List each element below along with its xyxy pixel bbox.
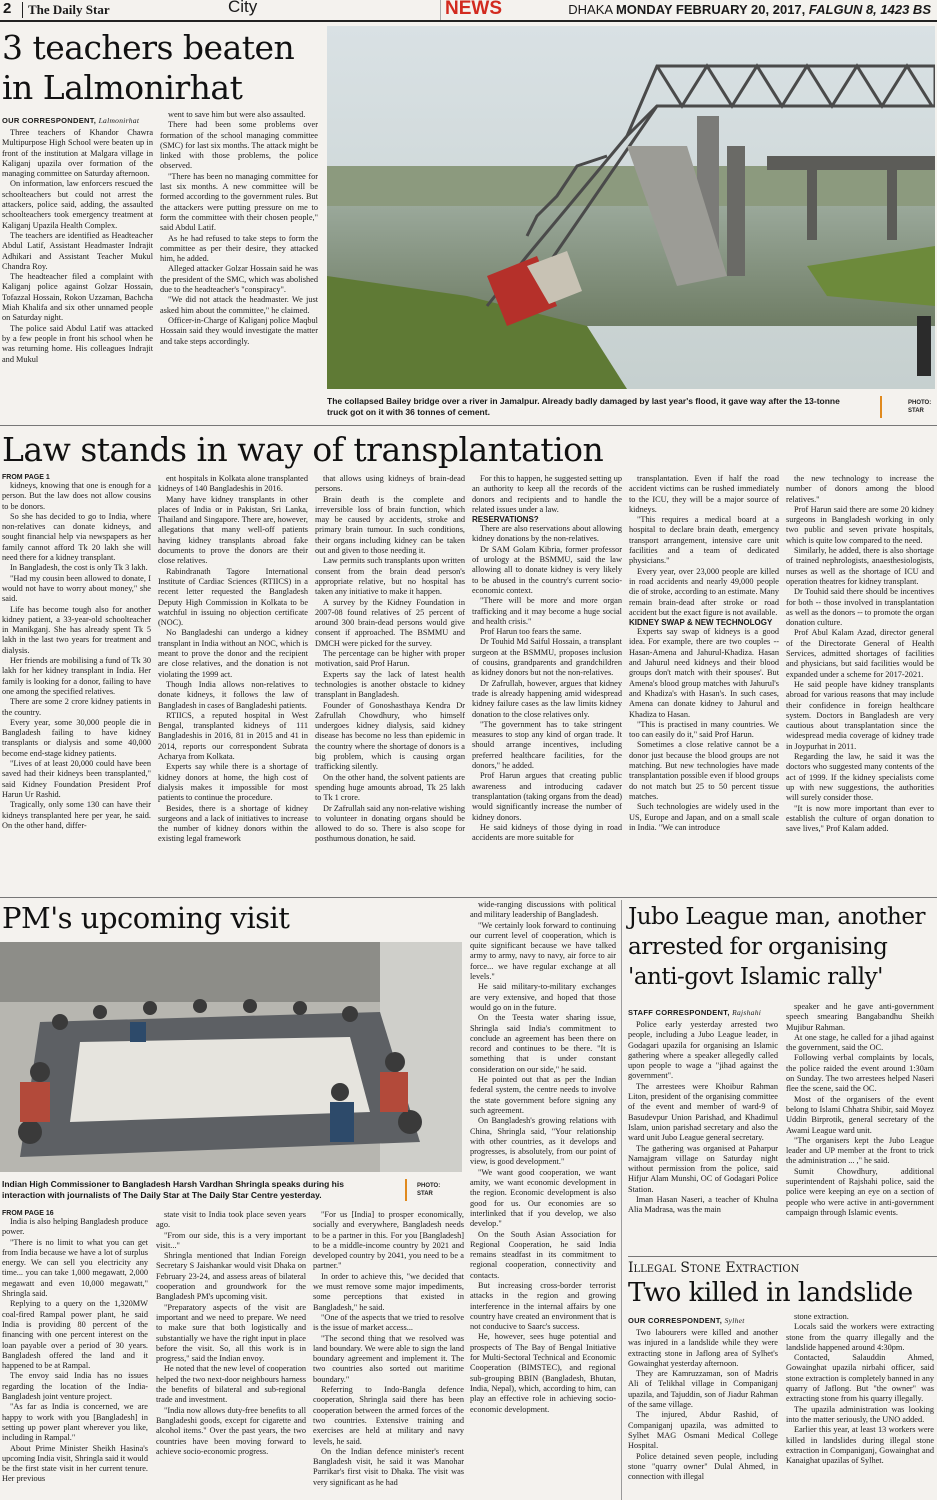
article-paragraph: stone extraction.: [794, 1312, 849, 1321]
article-paragraph: Dr Zafrullah said any non-relative wishing to volunteer in donating organs should be allowed to do so. There is also scope for posthumous donation, he said.: [315, 803, 465, 844]
article-paragraph: The injured, Abdur Rashid, of Companiganj upazila, was admitted to Sylhet MAG Osmani Medical College Hospital.: [628, 1410, 778, 1451]
story5-kicker: Illegal Stone Extraction: [628, 1260, 800, 1276]
byline-place: Rajshahi: [732, 1008, 762, 1017]
article-paragraph: kidneys, knowing that one is enough for a person. But the law does not allow cousins to be donors.: [2, 481, 151, 511]
jump-label: FROM PAGE 1: [2, 474, 50, 481]
paper-name: The Daily Star: [22, 2, 110, 18]
article-paragraph: He pointed out that as per the Indian federal system, the centre needs to involve the state government before signing any such agreement.: [470, 1075, 616, 1115]
article-paragraph: He said people have kidney transplants abroad for various reasons that may include their confidence in foreign healthcare system. Doctors in Bangladesh are very cautious about transplantation since the widespread media coverage of kidney trade in Joypurhat in 2011.: [786, 679, 934, 751]
story4-column-1: [628, 1020, 778, 1252]
article-paragraph: He said kidneys of those dying in road accidents are more suitable for: [472, 822, 622, 843]
byline-name: OUR CORRESPONDENT,: [2, 116, 97, 125]
article-paragraph: Brain death is the complete and irreversible loss of brain function, which may be caused by accidents, stroke and primary brain tumour. In such conditions, their organs including kidney can be taken out and given to those needing it.: [315, 494, 465, 556]
article-paragraph: "India now allows duty-free benefits to all Bangladeshi goods, except for cigarette and alcohol items." Over the past years, the two countries have been moving forward to achieve socio-economic progress.: [156, 1405, 306, 1456]
article-paragraph: "Preparatory aspects of the visit are important and we need to prepare. We need to make sure that both logistically and substantially we have the right input in place before the visit. So, all this work is in progress," said the Indian envoy.: [156, 1302, 306, 1364]
article-paragraph: The teachers are identified as Headteacher Abdul Latif, Assistant Headmaster Indrajit Adhikari and Assistant Teacher Mukul Chandra Roy.: [2, 230, 153, 271]
article-paragraph: Police early yesterday arrested two people, including a Jubo League leader, in Godagari upazila for organising an Islamic gathering where a speaker allegedly called upon people to wage a "jihad against the government".: [628, 1020, 778, 1081]
story5-byline: [628, 1316, 745, 1325]
article-paragraph: So she has decided to go to India, where non-relatives can donate kidneys, and sought financial help via newspapers as her family cannot afford Tk 20 lakh she will need there for a kidney transplant.: [2, 511, 151, 563]
article-paragraph: Shringla mentioned that Indian Foreign Secretary S Jaishankar would visit Dhaka on February 23-24, and assess areas of bilateral cooperation and groundwork for the Bangladesh PM's upcoming visit.: [156, 1251, 306, 1302]
article-paragraph: Dr SAM Golam Kibria, former professor of urology at the BSMMU, said the law allowing all to donate kidney is very likely to be abused in the country's current socio-economic context.: [472, 544, 622, 595]
story3-column-3: [313, 1210, 464, 1500]
article-paragraph: Regarding the law, he said it was the doctors who suggested many contents of the act of 1999. If the kidney specialists come up with new suggestions, the authorities will surely consider those.: [786, 752, 934, 803]
bridge-photo-caption: The collapsed Bailey bridge over a river in Jamalpur. Already badly damaged by last year's flood, it gave way after the 13-tonne truck got on it with 36 tonnes of cement.: [327, 396, 840, 417]
article-paragraph: "Lives of at least 20,000 could have been saved had their kidneys been transplanted," said Kidney Foundation President Prof Harun Ur Rashid.: [2, 759, 151, 799]
article-paragraph: the new technology to increase the number of donors among the blood relatives.": [786, 474, 934, 504]
byline-place: Sylhet: [724, 1316, 745, 1325]
article-paragraph: "This is practised in many countries. We too can easily do it," said Prof Harun.: [629, 719, 779, 740]
article-paragraph: "For us [India] to prosper economically, socially and everywhere, Bangladesh needs to be a partner in this. For you [Bangladesh] to be a middle-income country by 2021 and developed country by 2041, you need to be a partner.": [313, 1210, 464, 1271]
article-paragraph: Similarly, he added, there is also shortage of trained nephrologists, anaesthesiologists, nurses as well as the shortage of ICU and operation theatres for kidney transplant.: [786, 546, 934, 586]
article-paragraph: Prof Abul Kalam Azad, director general of the Directorate General of Health Services, admitted shortages of facilities and physicians, but said facilities would be expanded under a scheme for 2017-2021.: [786, 628, 934, 679]
photo-credit-label: PHOTO:: [908, 400, 932, 406]
article-paragraph: "There is no limit to what you can get from India because we have a lot of surplus energy. We can sell you electricity any time... you can take 1,000 megawatt, 2,000 megawatt and even 10,000 megawatt," Shringla said.: [2, 1237, 148, 1299]
article-paragraph: But increasing cross-border terrorist attacks in the region and growing interference in the internal affairs by one country have created an environment that is not conducive to Saarc's success.: [470, 1280, 616, 1332]
article-paragraph: "The second thing that we resolved was land boundary. We were able to sign the land boundary agreement and implement it. The two countries also sorted out maritime boundary.": [313, 1333, 464, 1384]
article-paragraph: About Prime Minister Sheikh Hasina's upcoming India visit, Shringla said it would be the first state visit in her current tenure. Her previous: [2, 1443, 148, 1484]
article-paragraph: Two labourers were killed and another was injured in a landslide while they were extracting stone in Jaflong area of Sylhet's Gowainghat yesterday afternoon.: [628, 1328, 778, 1368]
article-paragraph: The arrestees were Khoibur Rahman Liton, president of the organising committee of the event and member of ward-9 of Basudevpur Union Parishad, and Khadimul Islam, union parishad secretary and also the ward unit Jubo League general secretary.: [628, 1081, 778, 1143]
story3-column-1: [2, 1210, 148, 1500]
divider: [0, 897, 937, 898]
article-paragraph: state visit to India took place seven years ago.: [156, 1210, 306, 1230]
article-paragraph: wide-ranging discussions with political and military leadership of Bangladesh.: [470, 900, 616, 920]
article-paragraph: There had been some problems over formation of the school managing committee (SMC) for last six months. The attack might be linked with those problems, the police observed.: [160, 120, 318, 171]
story3-column-2: [156, 1210, 306, 1500]
dateline-city: DHAKA: [568, 2, 613, 17]
article-paragraph: The headteacher filed a complaint with Kaliganj police against Golzar Hossain, Tofazzal Hossain, Rokon Uzzaman, Bachcha Miah Khalifa and six other unnamed people on Saturday night.: [2, 272, 153, 323]
meeting-photo-caption: Indian High Commissioner to Bangladesh Harsh Vardhan Shringla speaks during his interaction with journalists of The Daily Star at The Daily Star Centre yesterday.: [2, 1179, 344, 1200]
divider: [628, 1256, 937, 1257]
story4-headline: Jubo League man, another arrested for organising 'anti-govt Islamic rally': [628, 904, 925, 990]
story2-column-1: [2, 474, 151, 894]
article-paragraph: He noted that the new level of cooperation helped the two next-door neighbours harness the benefits of bilateral and sub-regional trade and investment.: [156, 1364, 306, 1405]
article-paragraph: As he had refused to take steps to form the committee as per their desire, they attacked him, he added.: [160, 233, 318, 264]
article-paragraph: He said military-to-military exchanges are very extensive, and hoped that those would go on in the future.: [470, 982, 616, 1012]
article-paragraph: Founder of Gonoshasthaya Kendra Dr Zafrullah Chowdhury, who himself undergoes kidney dialysis, said kidney disease has become no less than epidemic in the country where the shortage of donors is a big problem, which is causing organ trafficking silently.: [315, 700, 465, 772]
article-paragraph: ent hospitals in Kolkata alone transplanted kidneys of 140 Bangladeshis in 2016.: [158, 474, 308, 494]
article-paragraph: In Bangladesh, the cost is only Tk 3 lakh.: [10, 563, 148, 573]
article-paragraph: Referring to Indo-Bangla defence cooperation, Shringla said there has been cooperation between the armed forces of the two countries. Extensive training and exercises are held at military and navy levels, he said.: [313, 1385, 464, 1446]
article-paragraph: Contacted, Salauddin Ahmed, Gowainghat upazila nirbahi officer, said stone extraction is completely banned in any quarry of Jaflong. But "the owner" was extracting stone from his quarry illegally.: [786, 1353, 934, 1404]
article-paragraph: that allows using kidneys of brain-dead persons.: [315, 474, 465, 494]
byline-name: STAFF CORRESPONDENT,: [628, 1008, 730, 1017]
story2-column-6: [786, 474, 934, 894]
divider: [0, 425, 937, 426]
subheading: KIDNEY SWAP & NEW TECHNOLOGY: [629, 618, 773, 628]
story5-headline: Two killed in landslide: [628, 1278, 913, 1308]
article-paragraph: "One of the aspects that we tried to resolve is the issue of market access...: [313, 1312, 464, 1333]
article-paragraph: They are Kamruzzaman, son of Madris Ali of Telikhal village in Companiganj upazila, and Tajuddin, son of Jiadur Rahman of the same village.: [628, 1369, 778, 1410]
article-paragraph: Dr Touhid said there should be incentives for both -- those involved in transplantation as well as the donors -- to promote the organ donation culture.: [786, 587, 934, 628]
article-paragraph: went to save him but were also assaulted.: [168, 110, 306, 119]
article-paragraph: Law permits such transplants upon written consent from the brain dead person's appropriate relative, but no hospital has taken any initiative to make it happen.: [315, 556, 465, 597]
article-paragraph: The gathering was organised at Paharpur Namajgram village on Saturday night without permission from the police, said Hifjur Alam Munshi, OC of Godagari Police Station.: [628, 1143, 778, 1194]
photo-credit-label: PHOTO:: [417, 1183, 441, 1189]
bridge-photo-illustration: [327, 26, 935, 389]
article-paragraph: "We certainly look forward to continuing our current level of cooperation, which is quite significant because we have talked army to army, navy to navy, air force to air force... we have regular exchange at all levels.": [470, 920, 616, 982]
story1-column-1: [2, 128, 153, 418]
jump-label: FROM PAGE 16: [2, 1210, 54, 1217]
article-paragraph: In order to achieve this, "we decided that we must remove some major impediments, some perceptions that existed in Bangladesh," he said.: [313, 1271, 464, 1312]
news-label: NEWS: [440, 0, 502, 20]
masthead: [0, 0, 937, 22]
story1-byline: [2, 116, 139, 125]
article-paragraph: Sometimes a close relative cannot be a donor just because the blood groups are not matching. But new technologies have made transplantation possible even if blood groups do not match but 25 to 50 percent tissue matches.: [629, 740, 779, 801]
article-paragraph: Every year, over 23,000 people are killed in road accidents and nearly 49,000 people die of stroke, according to an estimate. Many remain brain-dead after stroke or road accident but the exact figure is not available.: [629, 566, 779, 617]
article-paragraph: Alleged attacker Golzar Hossain said he was the president of the SMC, which was abolished due to the headteacher's "conspiracy".: [160, 264, 318, 295]
subheading: RESERVATIONS?: [472, 515, 539, 525]
article-paragraph: Experts say swap of kidneys is a good idea. For example, there are two couples -- Hasan-Amena and Jahurul-Khadiza. Hasan and Jahurul need kidneys and their blood groups don't match with their spouses'. But Amena's blood group matches with Jahurul's and Khadiza's with Hasan's. In such cases, Amena can donate kidney to Jahurul and Khadiza to Hasan.: [629, 627, 779, 719]
bridge-photo: [327, 26, 935, 389]
meeting-photo-credit: [417, 1182, 440, 1198]
article-paragraph: Three teachers of Khandor Chawra Multipurpose High School were beaten up in front of the institution at Malgara village in Kaliganj upazila over formation of the managing committee on Saturday afternoon.: [2, 128, 153, 179]
story4-byline: [628, 1008, 761, 1017]
article-paragraph: The envoy said India has no issues regarding the location of the India-Bangladesh joint venture project.: [2, 1371, 148, 1402]
article-paragraph: The police said Abdul Latif was attacked by a few people in front his school when he was returning home. His colleagues Indrajit and Mukul: [2, 323, 153, 364]
article-paragraph: He, however, sees huge potential and prospects of The Bay of Bengal Initiative for Multi-Sectoral Technical and Economic Cooperation (BIMSTEC), and regional sub-grouping BBIN (Bangladesh, Bhutan, India, Nepal), which, according to him, can play an effective role in achieving socio-economic development.: [470, 1332, 616, 1414]
story2-column-3: [315, 474, 465, 894]
story3-headline: PM's upcoming visit: [2, 901, 290, 935]
article-paragraph: Many have kidney transplants in other places of India or in Pakistan, Sri Lanka, Thailand and Singapore. There are, however, allegations that many well-off patients having kidney transplants abroad fake documents to prove the donors are their close relatives.: [158, 494, 308, 566]
article-paragraph: For this to happen, he suggested setting up an authority to keep all the records of the donors and recipients and to handle the related issues under a law.: [472, 474, 622, 514]
dateline-date: MONDAY FEBRUARY 20, 2017,: [615, 2, 806, 17]
article-paragraph: Such technologies are widely used in the US, Europe and Japan, and on a small scale in India. "We can introduce: [629, 802, 779, 832]
article-paragraph: "The organisers kept the Jubo League leader and UP member at the front to trick the administration ... ," he said.: [786, 1135, 934, 1166]
article-paragraph: "The government has to take stringent measures to stop any kind of organ trade. It should arrange incentives, including preferred healthcare facilities, for the donors," he added.: [472, 719, 622, 771]
dateline-bangla-date: FALGUN 8, 1423 BS: [808, 2, 931, 17]
article-paragraph: "As far as India is concerned, we are happy to work with you [Bangladesh] in setting up power plant wherever you like, including in Rampal.": [2, 1402, 148, 1443]
article-paragraph: On the Indian defence minister's recent Bangladesh visit, he said it was Manohar Parrikar's first visit to Dhaka. The visit was very significant as he had: [313, 1446, 464, 1487]
article-paragraph: No Bangladeshi can undergo a kidney transplant in India without an NOC, which is meant to prove the donor and the recipient are close relatives, and the donation is not violating the 1999 act.: [158, 628, 308, 679]
story2-headline: Law stands in way of transplantation: [2, 430, 604, 469]
article-paragraph: "From our side, this is a very important visit...": [156, 1230, 306, 1250]
article-paragraph: Officer-in-Charge of Kaliganj police Maqbul Hossain said they would investigate the matter and take steps accordingly.: [160, 315, 318, 346]
byline-name: OUR CORRESPONDENT,: [628, 1316, 723, 1325]
article-paragraph: Though India allows non-relatives to donate kidneys, it follows the law of Bangladesh in cases of Bangladeshi patients.: [158, 679, 308, 710]
article-paragraph: Tragically, only some 130 can have their kidneys transplanted here per year, he said. On the other hand, differ-: [2, 800, 151, 830]
article-paragraph: A survey by the Kidney Foundation in 2007-08 found relatives of 25 percent of around 300 brain-dead persons would give consent if approached. The BSMMU and DMCH were picked for the survey.: [315, 597, 465, 648]
article-paragraph: Iman Hasan Naseri, a teacher of Khulna Alia Madrasa, was the main: [628, 1195, 778, 1215]
article-paragraph: Earlier this year, at least 13 workers were killed in landslides during illegal stone extraction in Companiganj, Gowainghat and Kanaighat upazilas of Sylhet.: [786, 1425, 934, 1466]
article-paragraph: Life has become tough also for another kidney patient, a 33-year-old schoolteacher in Manikganj. She has already spent Tk 5 lakh in the last two years for treatment and dialysis.: [2, 604, 151, 655]
article-paragraph: Locals said the workers were extracting stone from the quarry illegally and the landslide happened around 4:30pm.: [786, 1322, 934, 1352]
story2-column-5: [629, 474, 779, 894]
page-number: 2: [3, 0, 12, 17]
article-paragraph: Most of the organisers of the event belong to Islami Chhatra Shibir, said Moyez Uddin Birprotik, general secretary of the Awami League ward unit.: [786, 1094, 934, 1135]
story1-headline: 3 teachers beaten in Lalmonirhat: [2, 28, 295, 107]
article-paragraph: Her friends are mobilising a fund of Tk 30 lakh for her kidney transplant in India. Her family is looking for a donor, failing to have one among the specified relatives.: [2, 656, 151, 696]
article-paragraph: Dr Zafrullah, however, argues that kidney trade is already happening amid widespread kidney failure cases as the law limits kidney donation to the close relatives only.: [472, 678, 622, 719]
article-paragraph: speaker and he gave anti-government speech smearing Bangabandhu Sheikh Mujibur Rahman.: [786, 1002, 934, 1032]
article-paragraph: Prof Harun argues that creating public awareness and introducing cadaver transplantation (taking organs from the dead) would significantly increase the number of kidney donors.: [472, 771, 622, 822]
article-paragraph: The upazila administration was looking into the matter seriously, the UNO added.: [786, 1404, 934, 1424]
meeting-photo: [0, 942, 462, 1172]
photo-credit-bar: [880, 396, 882, 418]
story2-column-4: [472, 474, 622, 894]
article-paragraph: "There has been no managing committee for last six months. A new committee will be formed according to the government rules. But the attackers were putting pressure on me to form the committee with their chosen people," said Abdul Latif.: [160, 171, 318, 233]
article-paragraph: Sumit Chowdhury, additional superintendent of Rajshahi police, said the police were keeping an eye on a section of people who were active in anti-government campaign through Islamic events.: [786, 1166, 934, 1217]
article-paragraph: Prof Harun too fears the same.: [480, 627, 582, 637]
article-paragraph: Experts say the lack of latest health technologies is another obstacle to kidney transplant in Bangladesh.: [315, 669, 465, 700]
article-paragraph: Police detained seven people, including stone "quarry owner" Dulal Ahmed, in connection with illegal: [628, 1451, 778, 1482]
article-paragraph: "Had my cousin been allowed to donate, I would not have to worry about money," she said.: [2, 573, 151, 604]
article-paragraph: Replying to a query on the 1,320MW coal-fired Rampal power plant, he said India is providing 80 percent of the financing with one percent interest on the loan payable over a period of 30 years. Bangladesh offered the land and it happened to be at Rampal.: [2, 1299, 148, 1371]
article-paragraph: "This requires a medical board at a hospital to declare brain death, emergency transport arrangement, intensive care unit facilities and a team of dedicated physicians.": [629, 515, 779, 566]
dateline: [568, 2, 931, 17]
article-paragraph: transplantation. Even if half the road accident victims can be rushed immediately to the ICU, they will be a major source of kidneys.: [629, 474, 779, 514]
story5-column-2: [786, 1312, 934, 1500]
article-paragraph: "There will be more and more organ trafficking and it may become a huge social and health crisis.": [472, 596, 622, 626]
article-paragraph: Prof Harun said there are some 20 kidney surgeons in Bangladesh working in only two public and seven private hospitals, which is quite low compared to the need.: [786, 504, 934, 545]
article-paragraph: Rabindranath Tagore International Institute of Cardiac Sciences (RTIICS) in a recent letter requested the Bangladesh Deputy High Commission in Kolkata to be watchful in issuing no objection certificate (NOC).: [158, 566, 308, 628]
article-paragraph: There are also reservations about allowing kidney donations by the non-relatives.: [472, 524, 622, 544]
photo-credit-source: STAR: [908, 408, 924, 414]
article-paragraph: RTIICS, a reputed hospital in West Bengal, transplanted kidneys of 111 Bangladeshis in 2016, 81 in 2015 and 41 in 2014, reports our correspondent Subrata Acharya from Kolkata.: [158, 710, 308, 762]
story2-column-2: [158, 474, 308, 894]
article-paragraph: There are some 2 crore kidney patients in the country.: [2, 697, 151, 717]
article-paragraph: Besides, there is a shortage of kidney surgeons and a lack of initiatives to increase the number of kidney donors within the existing legal framework: [158, 803, 308, 844]
article-paragraph: On Bangladesh's growing relations with China, Shringla said, "Your relationship with other countries, as it develops and progresses, is absolutely, from our point of view, is good development.": [470, 1116, 616, 1167]
article-paragraph: Every year, some 30,000 people die in Bangladesh failing to have kidney transplants or dialysis and some 40,000 become end-stage kidney patients.: [2, 717, 151, 758]
article-paragraph: The percentage can be higher with proper motivation, said Prof Harun.: [315, 649, 465, 669]
meeting-photo-illustration: [0, 942, 462, 1172]
story3-column-4: [470, 900, 616, 1500]
story5-column-1: [628, 1328, 778, 1500]
article-paragraph: "We want good cooperation, we want amity, we want economic development in the region. Economic development is also good for us. Our economies are so interlinked that if you develop, we also develop.": [470, 1167, 616, 1229]
article-paragraph: On the South Asian Association for Regional Cooperation, he said India remains steadfast in its commitment to regional cooperation, connectivity and contacts.: [470, 1229, 616, 1280]
article-paragraph: At one stage, he called for a jihad against the government, said the OC.: [786, 1032, 934, 1053]
article-paragraph: "We did not attack the headmaster. We just asked him about the committee," he claimed.: [160, 295, 318, 315]
divider: [621, 900, 622, 1500]
article-paragraph: Dr Touhid Md Saiful Hossain, a transplant surgeon at the BSMMU, proposes inclusion of cousins, grandparents and grandchildren as kidney donors but not the non-relatives.: [472, 637, 622, 678]
article-paragraph: On the other hand, the solvent patients are spending huge amounts abroad, Tk 25 lakh to Tk 1 crore.: [315, 772, 465, 803]
article-paragraph: On information, law enforcers rescued the schoolteachers but could not arrest the attackers, police said, adding, the assaulted schoolteachers took emergency treatment at Kaliganj Upazila Health Complex.: [2, 179, 153, 230]
byline-place: Lalmonirhat: [98, 116, 140, 125]
section-name: City: [228, 0, 258, 16]
photo-credit-bar: [405, 1179, 407, 1201]
article-paragraph: "It is now more important than ever to establish the culture of organ donation to save lives," Prof Kalam added.: [786, 803, 934, 834]
article-paragraph: Following verbal complaints by locals, the police raided the event around 1:30am on Sunday. The two arrestees helped Naseri flee the scene, said the OC.: [786, 1053, 934, 1094]
article-paragraph: On the Teesta water sharing issue, Shringla said India's commitment to conclude an agreement has been there on record and continues to be there. "It is something that is under constant consideration on our side," he said.: [470, 1013, 616, 1074]
bridge-photo-credit: [908, 399, 931, 415]
story4-column-2: [786, 1002, 934, 1252]
article-paragraph: India is also helping Bangladesh produce power.: [2, 1217, 148, 1237]
article-paragraph: Experts say while there is a shortage of kidney donors at home, the high cost of dialysis makes it impossible for most patients to continue the procedure.: [158, 762, 308, 803]
story1-column-2: [160, 110, 318, 418]
photo-credit-source: STAR: [417, 1191, 433, 1197]
